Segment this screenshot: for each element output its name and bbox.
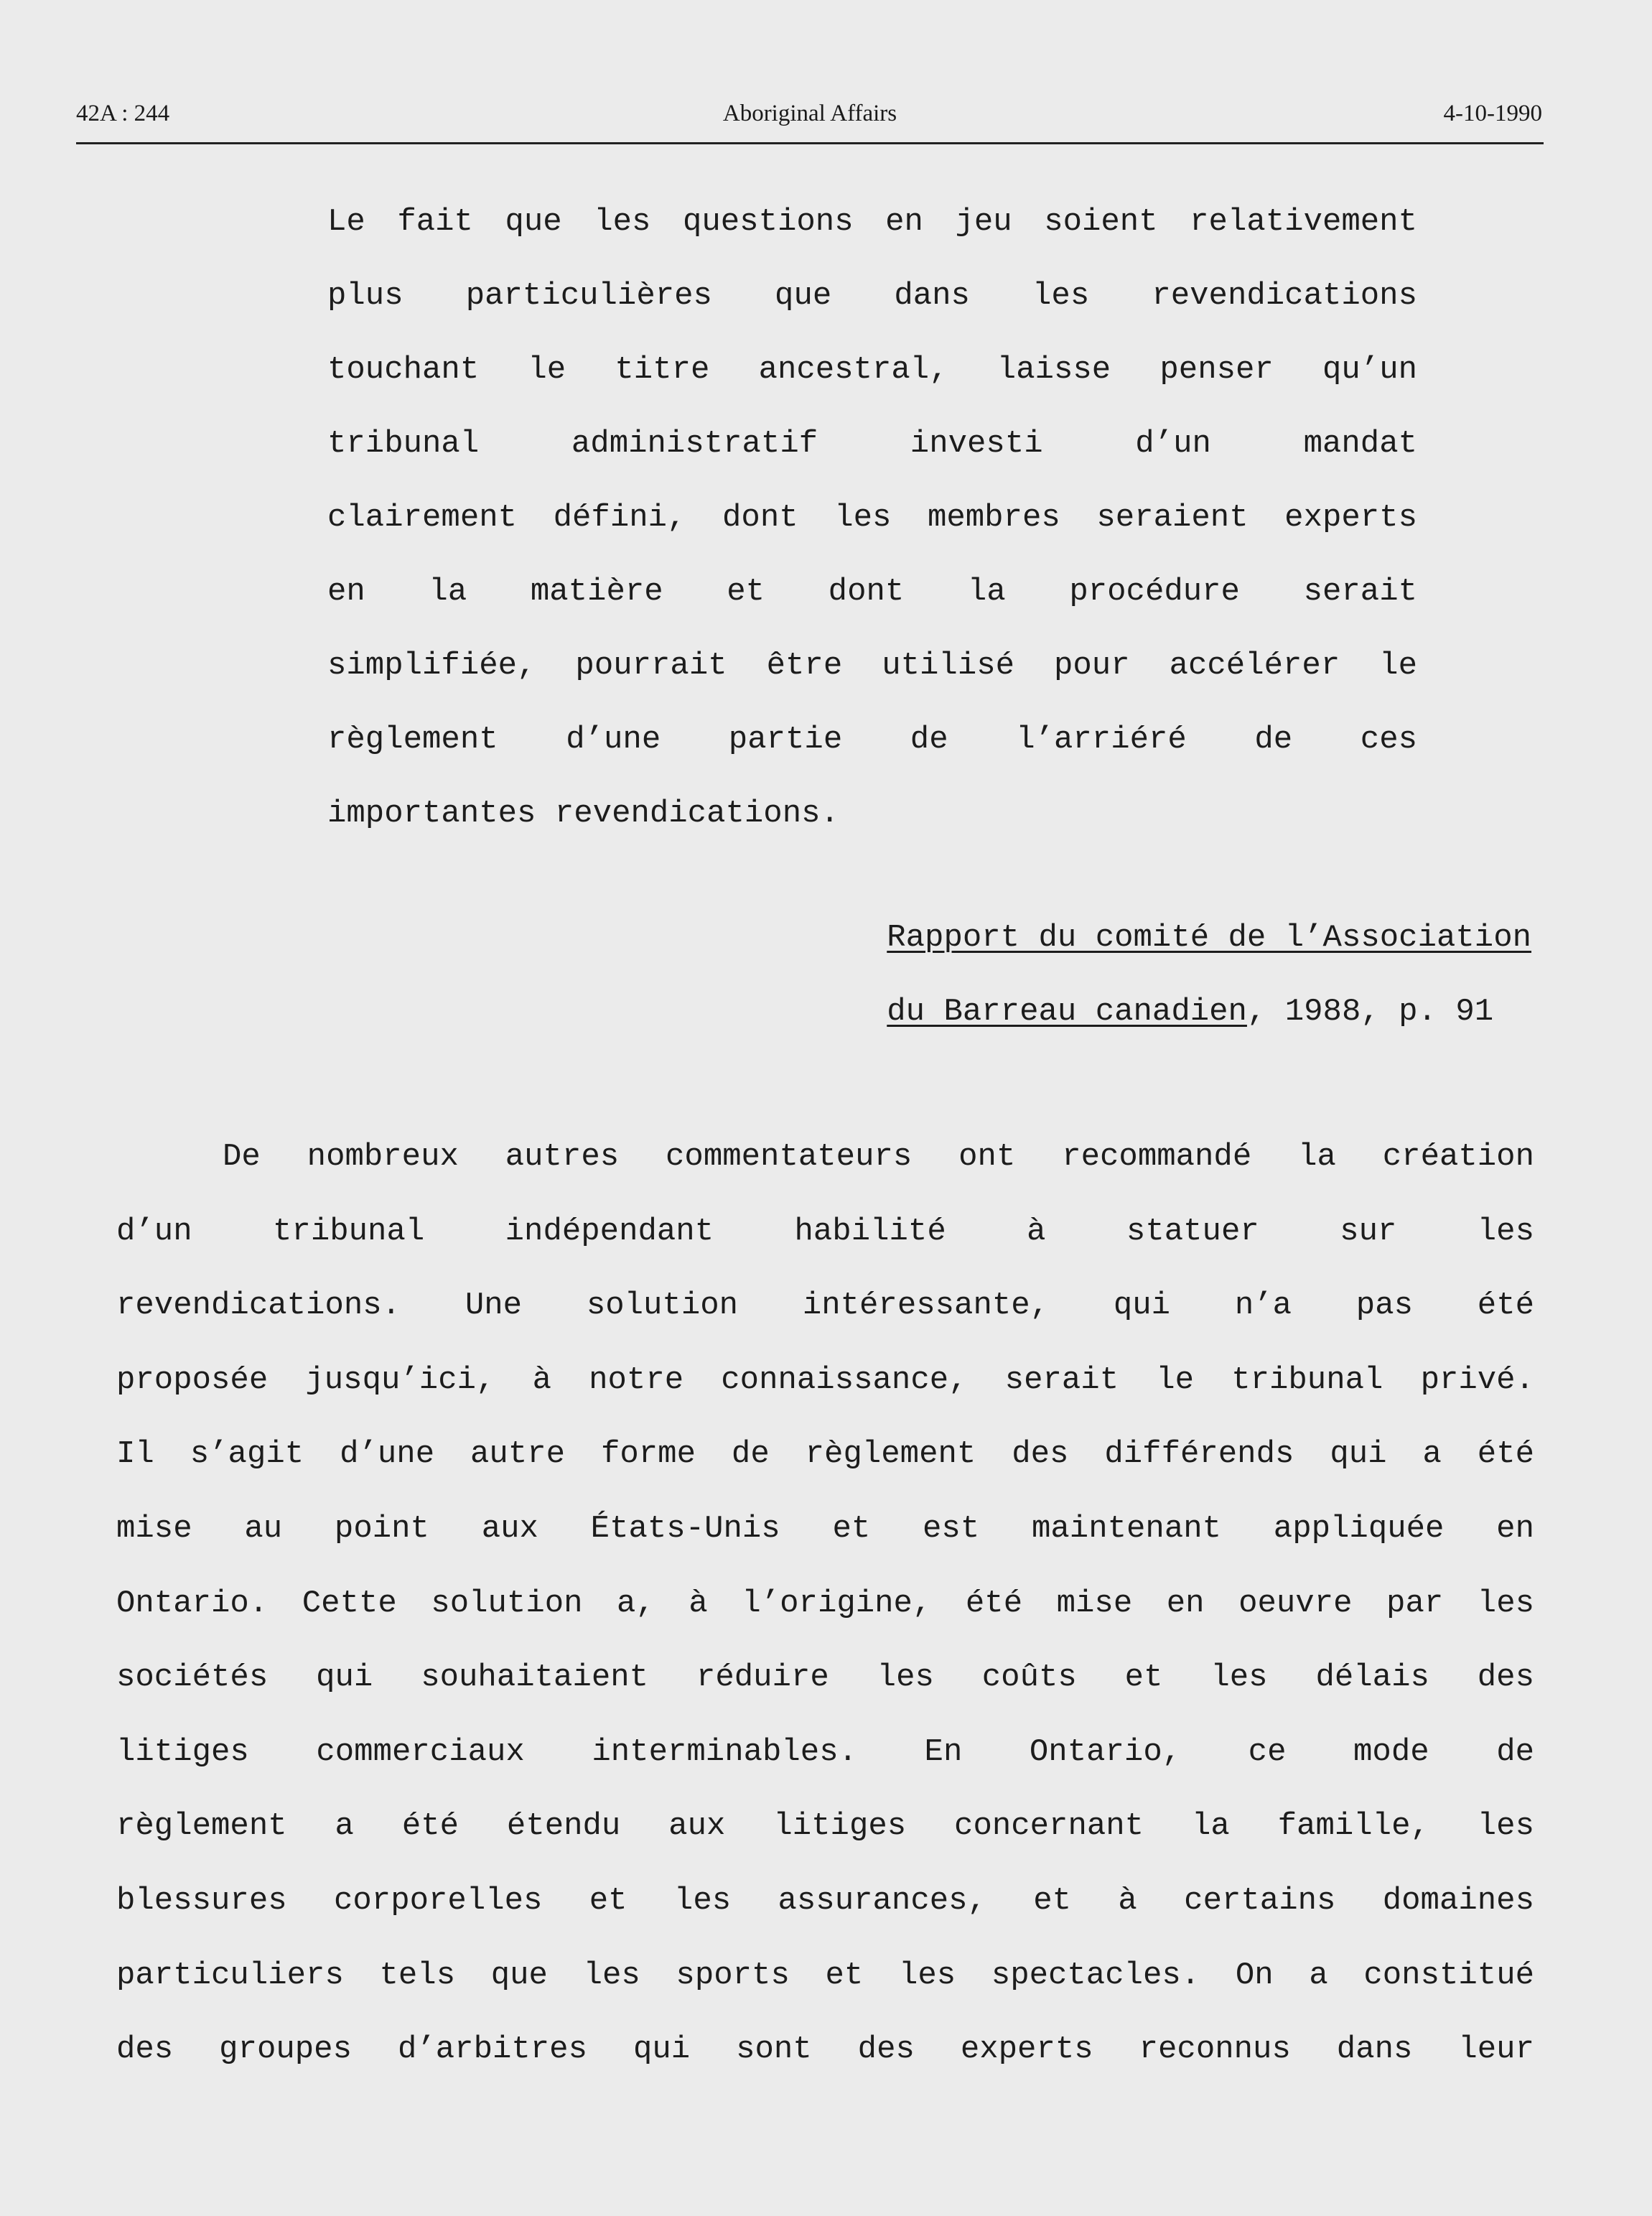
citation-year-page: , 1988, p. 91 (1246, 994, 1494, 1030)
citation-source-title: Rapport du comité de l’Association (887, 920, 1531, 956)
body-line: d’un tribunal indépendant habilité à statuer sur les (116, 1213, 1534, 1249)
quote-line: simplifiée, pourrait être utilisé pour accélérer le (327, 648, 1417, 684)
quote-line: règlement d’une partie de l’arriéré de ces (327, 722, 1417, 758)
block-quote (327, 185, 1417, 851)
header-date: 4-10-1990 (1443, 101, 1542, 126)
quote-line: tribunal administratif investi d’un mandat (327, 426, 1417, 462)
quote-line: clairement défini, dont les membres seraient experts (327, 500, 1417, 536)
quote-citation (887, 901, 1531, 1049)
running-title: Aboriginal Affairs (722, 101, 897, 126)
citation-source-title-cont: du Barreau canadien (887, 994, 1247, 1030)
body-line: proposée jusqu’ici, à notre connaissance, serait le tribunal privé. (116, 1361, 1534, 1398)
body-line: blessures corporelles et les assurances, et à certains domaines (116, 1882, 1534, 1919)
quote-line: importantes revendications. (327, 796, 839, 832)
body-paragraph (116, 1120, 1534, 2087)
body-line: litiges commerciaux interminables. En Ontario, ce mode de (116, 1733, 1534, 1770)
quote-line: Le fait que les questions en jeu soient relativement (327, 204, 1417, 240)
body-line: règlement a été étendu aux litiges concernant la famille, les (116, 1808, 1534, 1845)
quote-line: touchant le titre ancestral, laisse penser qu’un (327, 352, 1417, 388)
body-line: mise au point aux États-Unis et est maintenant appliquée en (116, 1510, 1534, 1547)
body-line: sociétés qui souhaitaient réduire les coûts et les délais des (116, 1659, 1534, 1696)
citation-line-2 (887, 975, 1531, 1049)
page-number: 42A : 244 (76, 101, 170, 126)
quote-line: plus particulières que dans les revendications (327, 278, 1417, 314)
citation-line-1 (887, 901, 1531, 975)
body-line: revendications. Une solution intéressante, qui n’a pas été (116, 1288, 1534, 1324)
body-line: De nombreux autres commentateurs ont recommandé la création (223, 1139, 1534, 1175)
body-line: Il s’agit d’une autre forme de règlement des différends qui a été (116, 1436, 1534, 1473)
body-line: Ontario. Cette solution a, à l’origine, été mise en oeuvre par les (116, 1585, 1534, 1621)
body-line: particuliers tels que les sports et les spectacles. On a constitué (116, 1957, 1534, 1993)
body-line: des groupes d’arbitres qui sont des experts reconnus dans leur (116, 2031, 1534, 2068)
page-header (76, 99, 1544, 144)
quote-line: en la matière et dont la procédure serait (327, 574, 1417, 610)
